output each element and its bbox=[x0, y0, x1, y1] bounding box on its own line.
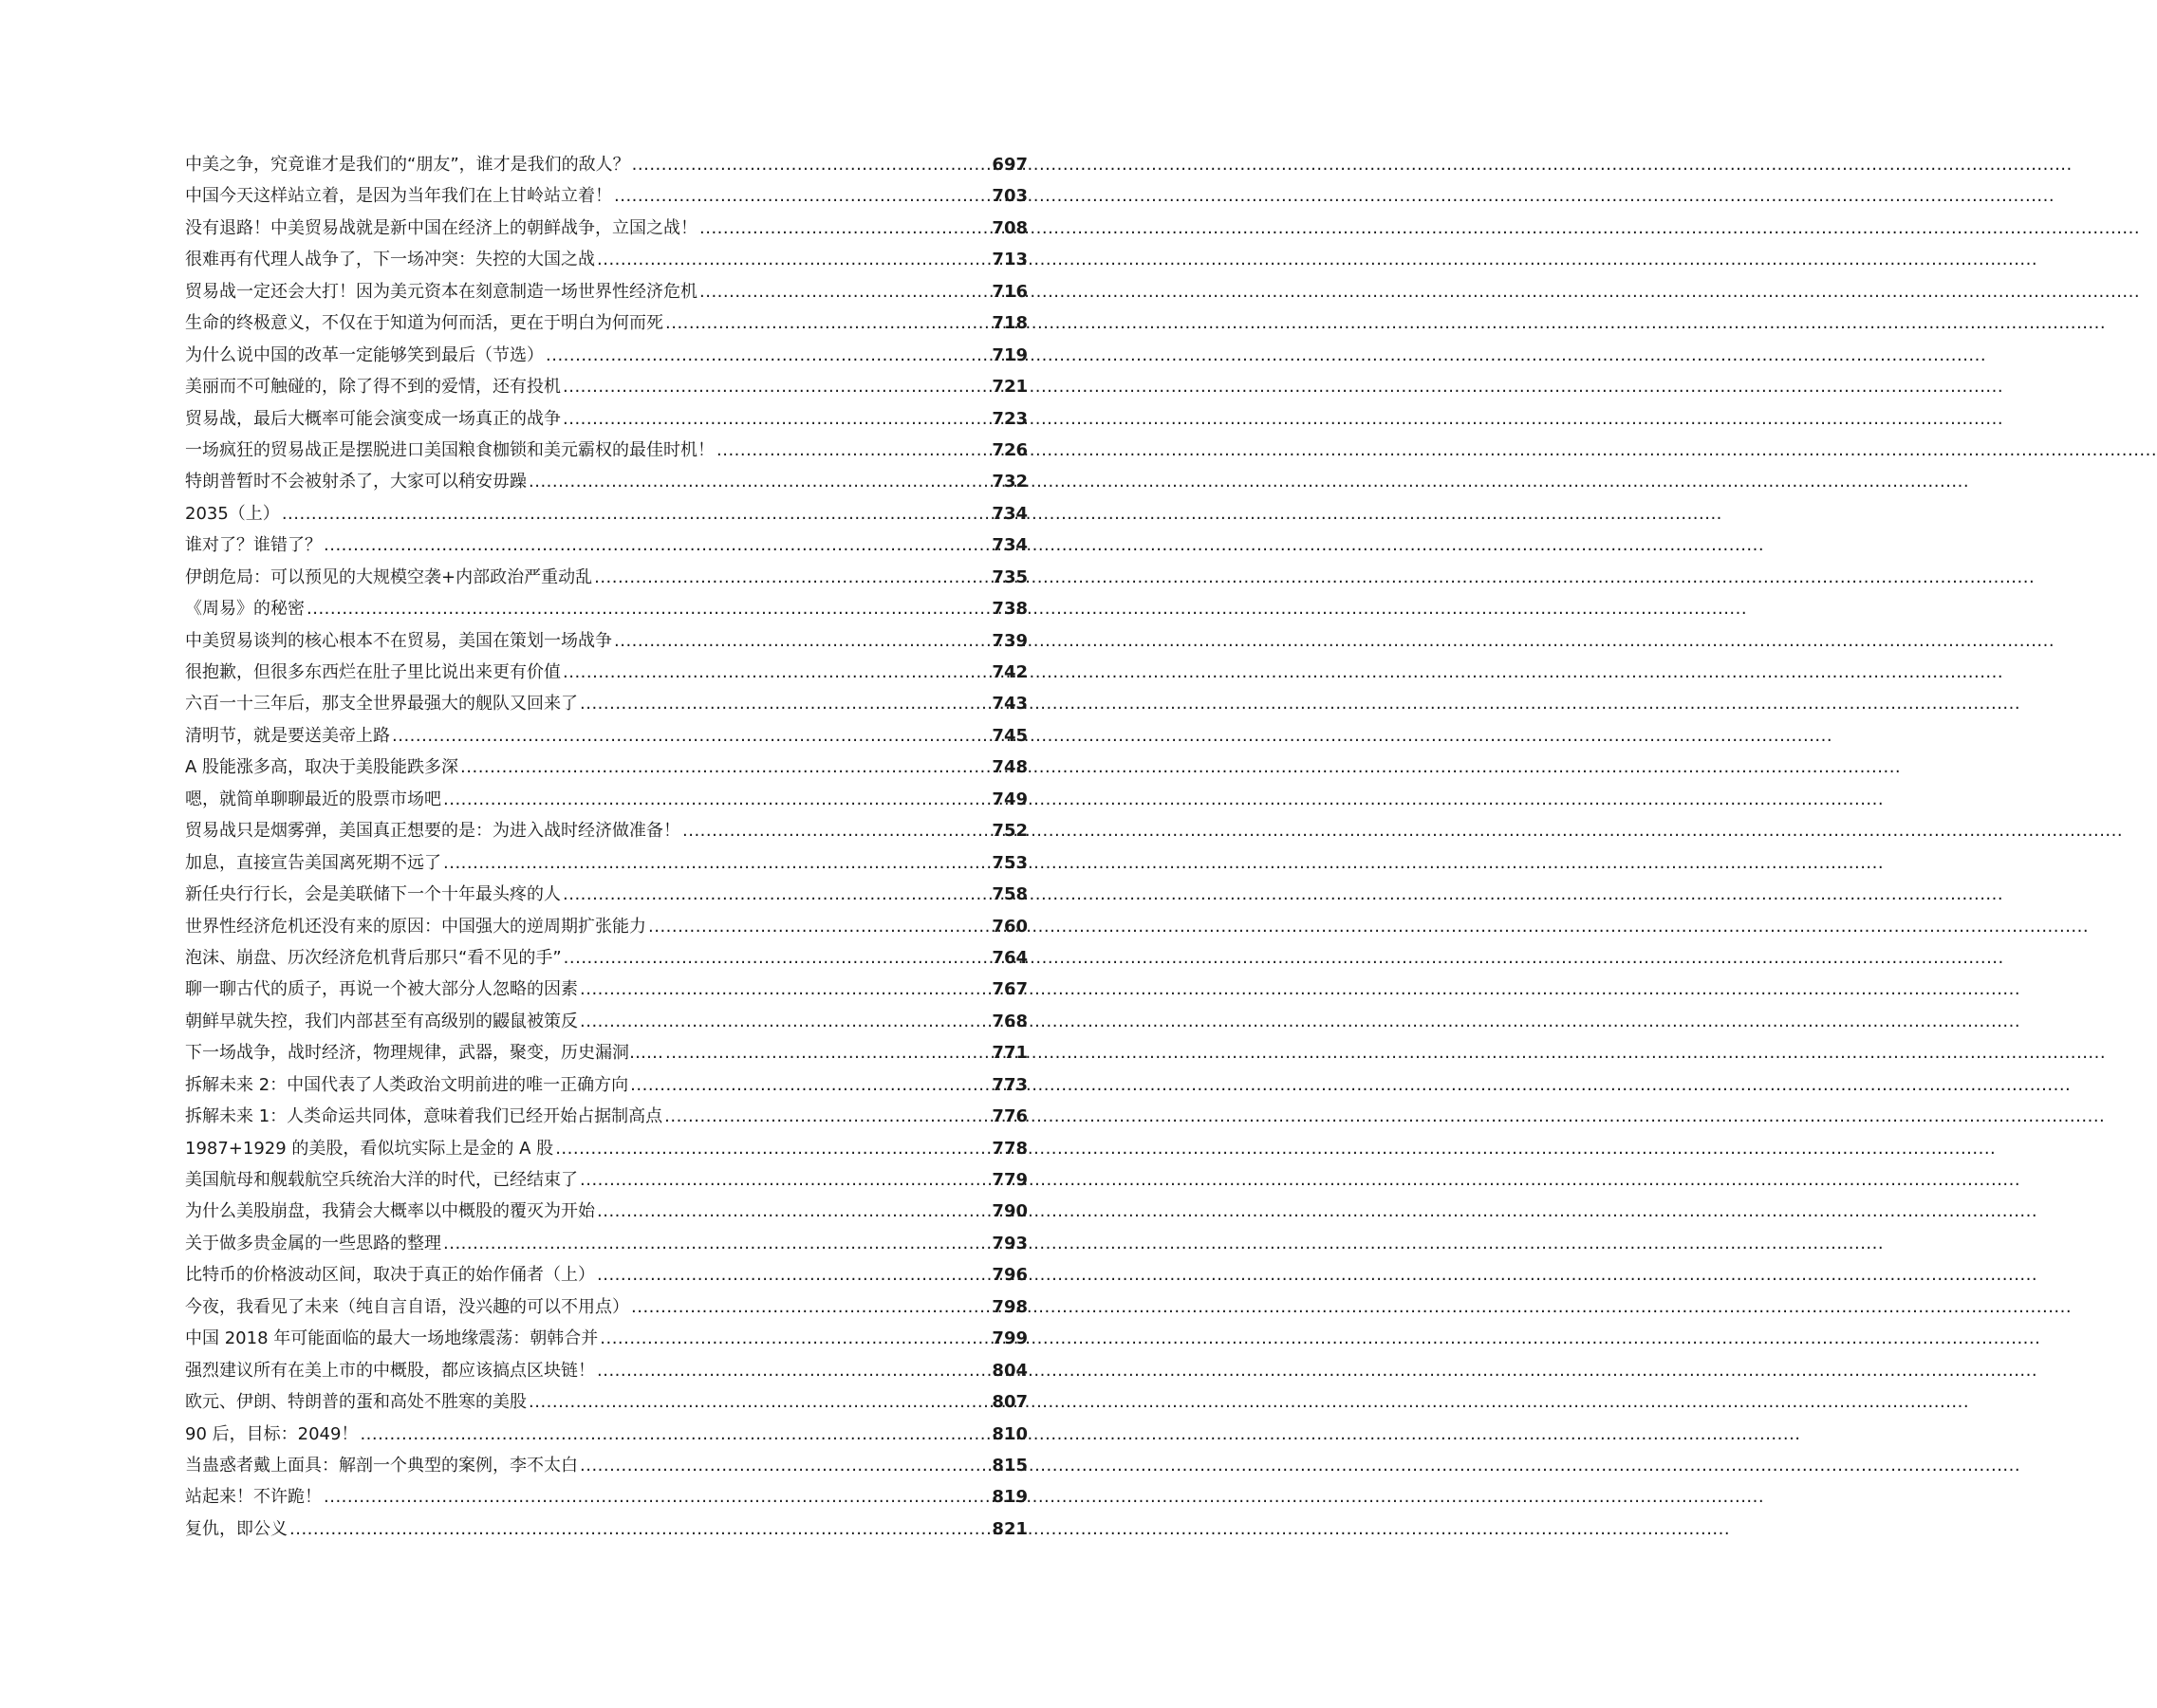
toc-entry-page-number: 758 bbox=[992, 884, 1028, 905]
toc-entry[interactable] bbox=[185, 1323, 1028, 1354]
toc-entry-title: 下一场战争，战时经济，物理规律，武器，聚变，历史漏洞…… bbox=[185, 1043, 663, 1064]
toc-entry[interactable] bbox=[185, 625, 1028, 657]
dot-leader bbox=[580, 1006, 990, 1037]
toc-entry[interactable] bbox=[185, 815, 1028, 846]
toc-entry-page-number: 721 bbox=[992, 377, 1028, 398]
dot-leader bbox=[614, 180, 990, 212]
toc-entry-page-number: 767 bbox=[992, 979, 1028, 1000]
toc-entry-title: 新任央行行长，会是美联储下一个十年最头疼的人 bbox=[185, 884, 561, 905]
dot-leader bbox=[443, 1228, 990, 1259]
toc-entry-page-number: 708 bbox=[992, 217, 1028, 238]
toc-entry[interactable] bbox=[185, 720, 1028, 752]
toc-entry-title: 拆解未来 2：中国代表了人类政治文明前进的唯一正确方向 bbox=[185, 1074, 629, 1095]
toc-entry-page-number: 734 bbox=[992, 503, 1028, 524]
toc-entry-page-number: 764 bbox=[992, 947, 1028, 968]
toc-entry-title: 2035（上） bbox=[185, 503, 280, 524]
toc-entry[interactable] bbox=[185, 403, 1028, 435]
dot-leader bbox=[555, 1133, 990, 1164]
dot-leader bbox=[614, 625, 990, 657]
toc-entry-title: 中美之争，究竟谁才是我们的“朋友”，谁才是我们的敌人？ bbox=[185, 155, 630, 175]
toc-entry[interactable] bbox=[185, 593, 1028, 624]
toc-entry-page-number: 742 bbox=[992, 662, 1028, 682]
dot-leader bbox=[597, 1355, 990, 1386]
dot-leader bbox=[597, 1196, 990, 1227]
toc-entry-page-number: 807 bbox=[992, 1392, 1028, 1413]
toc-entry-page-number: 719 bbox=[992, 344, 1028, 365]
toc-entry-page-number: 798 bbox=[992, 1296, 1028, 1317]
dot-leader bbox=[665, 1037, 990, 1068]
toc-entry-page-number: 732 bbox=[992, 472, 1028, 492]
toc-entry-title: 1987+1929 的美股，看似坑实际上是金的 A 股 bbox=[185, 1138, 554, 1159]
toc-entry[interactable] bbox=[185, 1006, 1028, 1037]
toc-entry[interactable] bbox=[185, 1481, 1028, 1513]
toc-entry-title: 中美贸易谈判的核心根本不在贸易，美国在策划一场战争 bbox=[185, 630, 612, 651]
toc-entry-page-number: 815 bbox=[992, 1455, 1028, 1476]
dot-leader bbox=[392, 720, 990, 752]
toc-entry[interactable] bbox=[185, 657, 1028, 688]
toc-entry-page-number: 745 bbox=[992, 725, 1028, 746]
toc-entry-title: 美丽而不可触碰的，除了得不到的爱情，还有投机 bbox=[185, 377, 561, 398]
toc-entry[interactable] bbox=[185, 1164, 1028, 1196]
dot-leader bbox=[529, 466, 990, 497]
toc-entry-page-number: 796 bbox=[992, 1265, 1028, 1286]
dot-leader bbox=[594, 562, 990, 593]
toc-entry[interactable] bbox=[185, 847, 1028, 879]
toc-entry[interactable] bbox=[185, 1513, 1028, 1545]
toc-entry-page-number: 760 bbox=[992, 916, 1028, 937]
dot-leader bbox=[563, 403, 990, 435]
toc-entry-page-number: 718 bbox=[992, 313, 1028, 334]
toc-entry[interactable] bbox=[185, 244, 1028, 275]
dot-leader bbox=[699, 213, 990, 244]
dot-leader bbox=[665, 307, 990, 339]
toc-entry-title: 强烈建议所有在美上市的中概股，都应该搞点区块链！ bbox=[185, 1360, 595, 1381]
toc-entry-title: 世界性经济危机还没有来的原因：中国强大的逆周期扩张能力 bbox=[185, 916, 646, 937]
toc-entry-title: 泡沫、崩盘、历次经济危机背后那只“看不见的手” bbox=[185, 947, 562, 968]
toc-entry-title: 关于做多贵金属的一些思路的整理 bbox=[185, 1233, 441, 1253]
toc-entry[interactable] bbox=[185, 1228, 1028, 1259]
toc-entry[interactable] bbox=[185, 911, 1028, 942]
toc-entry[interactable] bbox=[185, 974, 1028, 1005]
toc-entry[interactable] bbox=[185, 942, 1028, 974]
toc-entry-title: 很难再有代理人战争了，下一场冲突：失控的大国之战 bbox=[185, 250, 595, 270]
toc-entry-page-number: 752 bbox=[992, 821, 1028, 842]
toc-entry-page-number: 697 bbox=[992, 155, 1028, 175]
toc-entry-title: 90 后，目标：2049！ bbox=[185, 1423, 359, 1444]
toc-entry[interactable] bbox=[185, 213, 1028, 244]
toc-entry-page-number: 738 bbox=[992, 599, 1028, 620]
toc-entry-page-number: 779 bbox=[992, 1170, 1028, 1190]
dot-leader bbox=[699, 276, 990, 307]
toc-entry-title: 站起来！不许跪！ bbox=[185, 1487, 322, 1508]
toc-entry[interactable] bbox=[185, 1450, 1028, 1481]
toc-entry-page-number: 743 bbox=[992, 694, 1028, 715]
toc-entry[interactable] bbox=[185, 340, 1028, 371]
dot-leader bbox=[307, 593, 990, 624]
dot-leader bbox=[443, 847, 990, 879]
toc-entry-title: 伊朗危局：可以预见的大规模空袭+内部政治严重动乱 bbox=[185, 566, 593, 587]
toc-entry-page-number: 804 bbox=[992, 1360, 1028, 1381]
dot-leader bbox=[682, 815, 990, 846]
toc-entry-title: 一场疯狂的贸易战正是摆脱进口美国粮食枷锁和美元霸权的最佳时机！ bbox=[185, 439, 715, 460]
toc-entry-page-number: 723 bbox=[992, 408, 1028, 429]
toc-entry-title: 贸易战只是烟雾弹，美国真正想要的是：为进入战时经济做准备！ bbox=[185, 821, 680, 842]
dot-leader bbox=[580, 1164, 990, 1196]
toc-entry[interactable] bbox=[185, 688, 1028, 719]
dot-leader bbox=[546, 340, 990, 371]
toc-entry[interactable] bbox=[185, 307, 1028, 339]
toc-entry-page-number: 753 bbox=[992, 852, 1028, 873]
toc-entry-page-number: 748 bbox=[992, 757, 1028, 778]
toc-entry-title: 中国今天这样站立着，是因为当年我们在上甘岭站立着！ bbox=[185, 186, 612, 207]
dot-leader bbox=[564, 942, 991, 974]
toc-entry-title: 欧元、伊朗、特朗普的蛋和高处不胜寒的美股 bbox=[185, 1392, 527, 1413]
toc-entry[interactable] bbox=[185, 1419, 1028, 1450]
toc-entry-page-number: 703 bbox=[992, 186, 1028, 207]
dot-leader bbox=[630, 1069, 990, 1101]
dot-leader bbox=[597, 244, 990, 275]
toc-entry-page-number: 734 bbox=[992, 535, 1028, 556]
toc-entry-page-number: 799 bbox=[992, 1328, 1028, 1349]
toc-entry[interactable] bbox=[185, 529, 1028, 561]
dot-leader bbox=[563, 879, 990, 910]
toc-entry-title: 很抱歉，但很多东西烂在肚子里比说出来更有价值 bbox=[185, 662, 561, 682]
toc-entry[interactable] bbox=[185, 1133, 1028, 1164]
toc-entry-page-number: 776 bbox=[992, 1106, 1028, 1127]
toc-entry-title: 今夜，我看见了未来（纯自言自语，没兴趣的可以不用点） bbox=[185, 1296, 629, 1317]
toc-entry-page-number: 778 bbox=[992, 1138, 1028, 1159]
toc-entry-page-number: 716 bbox=[992, 281, 1028, 302]
toc-entry[interactable] bbox=[185, 879, 1028, 910]
toc-entry-title: 美国航母和舰载航空兵统治大洋的时代，已经结束了 bbox=[185, 1170, 578, 1190]
toc-entry-page-number: 771 bbox=[992, 1043, 1028, 1064]
toc-entry[interactable] bbox=[185, 371, 1028, 402]
dot-leader bbox=[580, 688, 990, 719]
toc-entry[interactable] bbox=[185, 466, 1028, 497]
toc-entry-page-number: 713 bbox=[992, 250, 1028, 270]
toc-entry-title: 复仇，即公义 bbox=[185, 1518, 288, 1539]
dot-leader bbox=[580, 974, 990, 1005]
toc-entry[interactable] bbox=[185, 276, 1028, 307]
toc-entry-title: 贸易战，最后大概率可能会演变成一场真正的战争 bbox=[185, 408, 561, 429]
toc-entry[interactable] bbox=[185, 562, 1028, 593]
toc-entry-page-number: 819 bbox=[992, 1487, 1028, 1508]
dot-leader bbox=[460, 752, 990, 783]
dot-leader bbox=[600, 1323, 990, 1354]
dot-leader bbox=[289, 1513, 990, 1545]
dot-leader bbox=[563, 657, 990, 688]
toc-entry-title: 嗯，就简单聊聊最近的股票市场吧 bbox=[185, 789, 441, 809]
toc-entry[interactable] bbox=[185, 180, 1028, 212]
toc-entry-title: 清明节，就是要送美帝上路 bbox=[185, 725, 390, 746]
toc-entry[interactable] bbox=[185, 1386, 1028, 1418]
toc-entry[interactable] bbox=[185, 1101, 1028, 1132]
toc-entry-title: 当蛊惑者戴上面具：解剖一个典型的案例，李不太白 bbox=[185, 1455, 578, 1476]
dot-leader bbox=[360, 1419, 990, 1450]
toc-entry-title: 生命的终极意义，不仅在于知道为何而活，更在于明白为何而死 bbox=[185, 313, 663, 334]
toc-entry-page-number: 773 bbox=[992, 1074, 1028, 1095]
toc-entry-page-number: 793 bbox=[992, 1233, 1028, 1253]
dot-leader bbox=[716, 435, 990, 466]
toc-entry-page-number: 810 bbox=[992, 1423, 1028, 1444]
toc-entry[interactable] bbox=[185, 1196, 1028, 1227]
dot-leader bbox=[563, 371, 990, 402]
toc-entry-title: 为什么说中国的改革一定能够笑到最后（节选） bbox=[185, 344, 544, 365]
toc-entry-title: 没有退路！中美贸易战就是新中国在经济上的朝鲜战争，立国之战！ bbox=[185, 217, 697, 238]
toc-entry[interactable] bbox=[185, 1355, 1028, 1386]
dot-leader bbox=[632, 149, 991, 180]
toc-entry-title: 比特币的价格波动区间，取决于真正的始作俑者（上） bbox=[185, 1265, 595, 1286]
dot-leader bbox=[664, 1101, 990, 1132]
toc-entry-page-number: 768 bbox=[992, 1011, 1028, 1031]
dot-leader bbox=[648, 911, 990, 942]
toc-entry-title: 中国 2018 年可能面临的最大一场地缘震荡：朝韩合并 bbox=[185, 1328, 599, 1349]
dot-leader bbox=[282, 498, 991, 529]
toc-entry-page-number: 790 bbox=[992, 1201, 1028, 1222]
toc-entry[interactable] bbox=[185, 435, 1028, 466]
toc-entry[interactable] bbox=[185, 1037, 1028, 1068]
toc-entry-title: A 股能涨多高，取决于美股能跌多深 bbox=[185, 757, 459, 778]
dot-leader bbox=[597, 1259, 990, 1290]
toc-entry[interactable] bbox=[185, 1291, 1028, 1323]
toc-entry-title: 《周易》的秘密 bbox=[185, 599, 305, 620]
toc-entry[interactable] bbox=[185, 1259, 1028, 1290]
dot-leader bbox=[631, 1291, 990, 1323]
dot-leader bbox=[324, 1481, 990, 1513]
dot-leader bbox=[443, 784, 990, 815]
toc-entry-title: 特朗普暂时不会被射杀了，大家可以稍安毋躁 bbox=[185, 472, 527, 492]
toc-entry[interactable] bbox=[185, 752, 1028, 783]
toc-entry[interactable] bbox=[185, 1069, 1028, 1101]
toc-entry[interactable] bbox=[185, 498, 1028, 529]
toc-entry-page-number: 739 bbox=[992, 630, 1028, 651]
toc-entry-page-number: 821 bbox=[992, 1518, 1028, 1539]
toc-entry-title: 拆解未来 1：人类命运共同体，意味着我们已经开始占据制高点 bbox=[185, 1106, 663, 1127]
toc-entry[interactable] bbox=[185, 149, 1028, 180]
dot-leader bbox=[324, 529, 990, 561]
toc-entry-page-number: 749 bbox=[992, 789, 1028, 809]
toc-entry-title: 六百一十三年后，那支全世界最强大的舰队又回来了 bbox=[185, 694, 578, 715]
toc-entry-title: 朝鲜早就失控，我们内部甚至有高级别的鼹鼠被策反 bbox=[185, 1011, 578, 1031]
toc-entry-title: 为什么美股崩盘，我猜会大概率以中概股的覆灭为开始 bbox=[185, 1201, 595, 1222]
toc-entry-title: 加息，直接宣告美国离死期不远了 bbox=[185, 852, 441, 873]
dot-leader bbox=[529, 1386, 990, 1418]
toc-entry-title: 谁对了？谁错了？ bbox=[185, 535, 322, 556]
toc-entry-title: 贸易战一定还会大打！因为美元资本在刻意制造一场世界性经济危机 bbox=[185, 281, 697, 302]
toc-entry-page-number: 726 bbox=[992, 439, 1028, 460]
toc-entry-page-number: 735 bbox=[992, 566, 1028, 587]
toc-entry[interactable] bbox=[185, 784, 1028, 815]
table-of-contents bbox=[185, 149, 1028, 1545]
toc-entry-title: 聊一聊古代的质子，再说一个被大部分人忽略的因素 bbox=[185, 979, 578, 1000]
dot-leader bbox=[580, 1450, 990, 1481]
